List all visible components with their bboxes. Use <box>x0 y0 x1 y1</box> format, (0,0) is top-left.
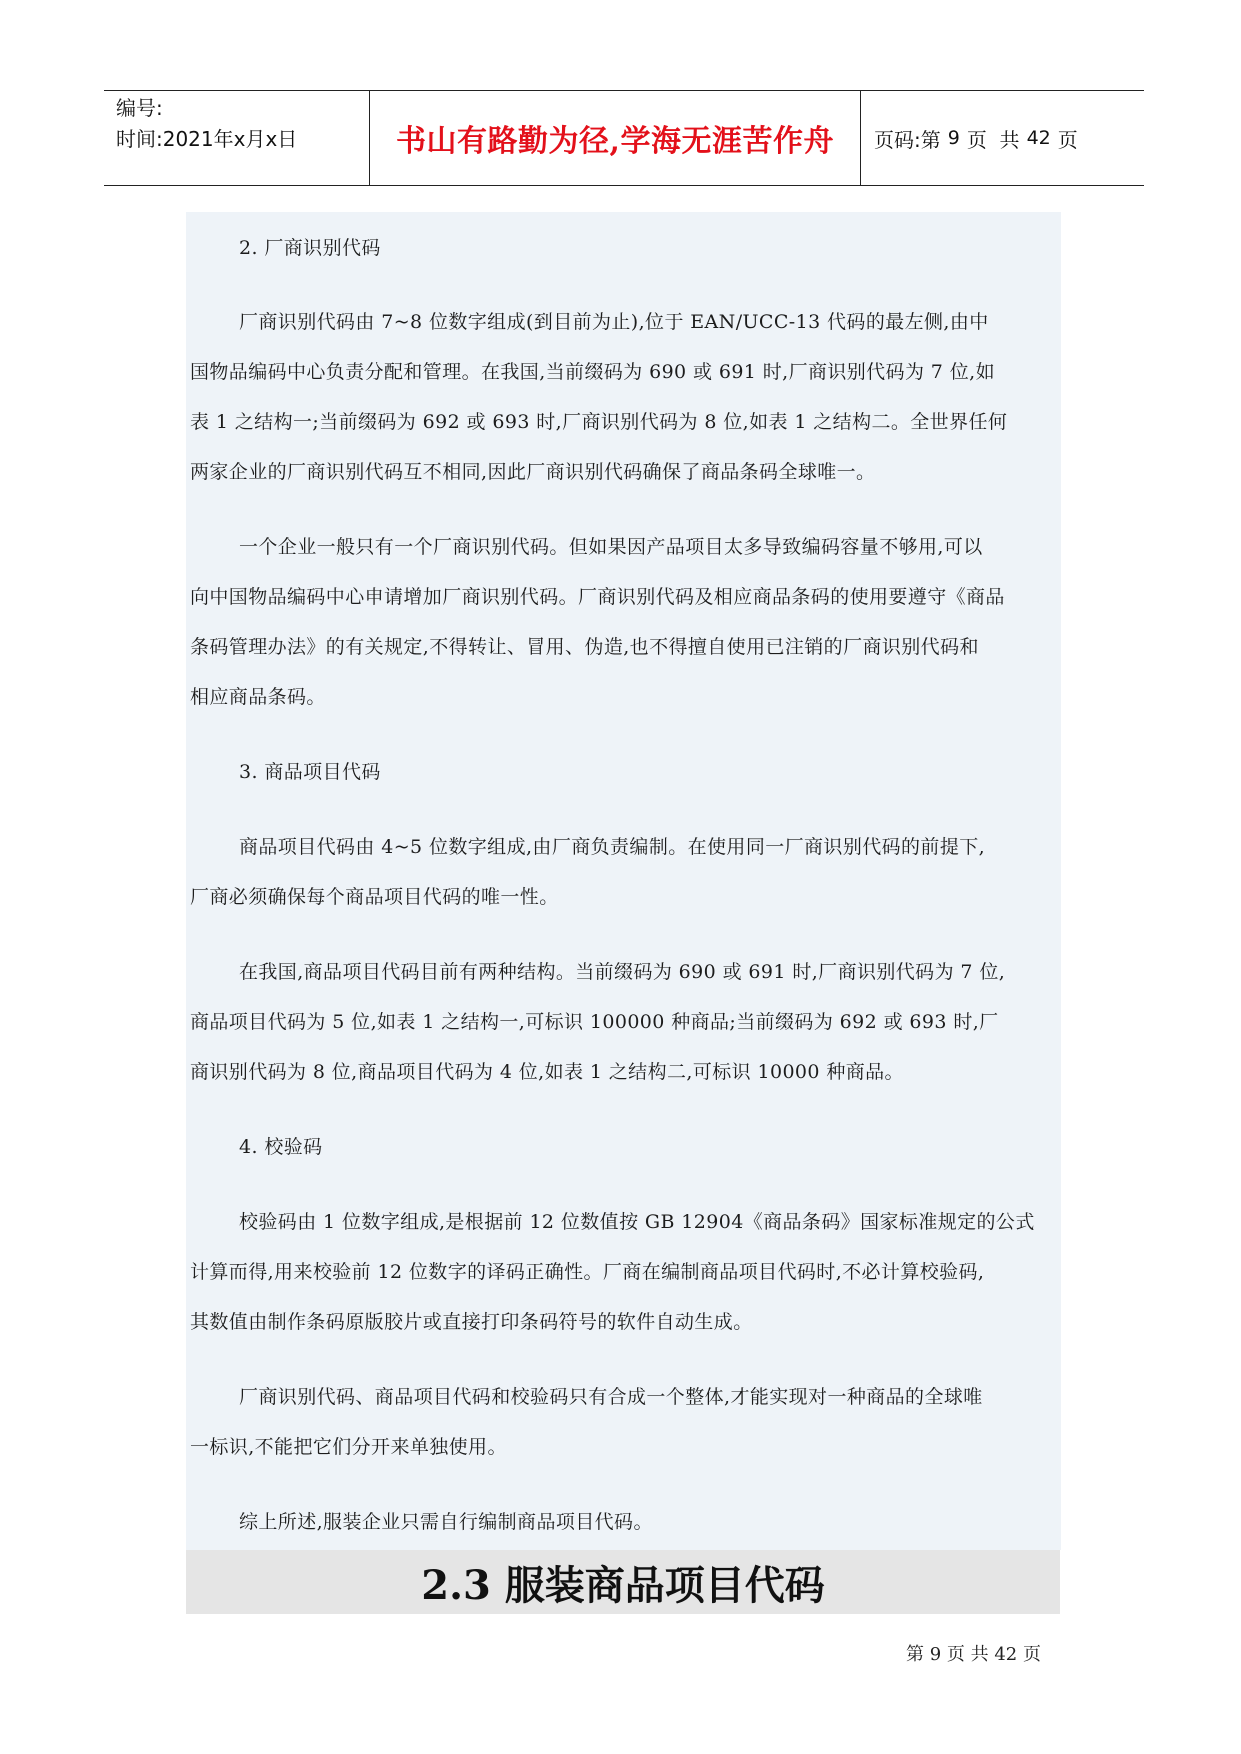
page-current: 9 <box>947 127 960 149</box>
paragraph-line: 商品项目代码为 5 位,如表 1 之结构一,可标识 100000 种商品;当前缀码为 692 或 693 时,厂 <box>190 1011 999 1033</box>
header-divider-right <box>860 91 861 185</box>
paragraph-line: 两家企业的厂商识别代码互不相同,因此厂商识别代码确保了商品条码全球唯一。 <box>190 461 876 483</box>
header-motto: 书山有路勤为径,学海无涯苦作舟 <box>396 124 834 159</box>
paragraph-line: 一个企业一般只有一个厂商识别代码。但如果因产品项目太多导致编码容量不够用,可以 <box>239 536 983 558</box>
page-footer: 第 9 页 共 42 页 <box>906 1644 1041 1665</box>
paragraph-line: 表 1 之结构一;当前缀码为 692 或 693 时,厂商识别代码为 8 位,如表 1 之结构二。全世界任何 <box>190 411 1008 433</box>
serial-label: 编号: <box>116 96 163 120</box>
paragraph-line: 商品项目代码由 4~5 位数字组成,由厂商负责编制。在使用同一厂商识别代码的前提下, <box>239 836 986 858</box>
page-mid: 页 共 <box>966 127 1020 152</box>
paragraph-line: 综上所述,服装企业只需自行编制商品项目代码。 <box>239 1511 653 1533</box>
page-prefix: 页码:第 <box>874 127 941 152</box>
page-total: 42 <box>1026 127 1051 149</box>
paragraph-line: 相应商品条码。 <box>190 686 326 708</box>
paragraph-line: 一标识,不能把它们分开来单独使用。 <box>190 1436 507 1458</box>
paragraph-line: 计算而得,用来校验前 12 位数字的译码正确性。厂商在编制商品项目代码时,不必计算校验码, <box>190 1261 985 1283</box>
document-body <box>186 212 1061 1550</box>
paragraph-line: 校验码由 1 位数字组成,是根据前 12 位数值按 GB 12904《商品条码》国家标准规定的公式 <box>239 1211 1035 1233</box>
heading-item-code: 3. 商品项目代码 <box>239 761 381 783</box>
heading-manufacturer-code: 2. 厂商识别代码 <box>239 237 381 259</box>
paragraph-line: 条码管理办法》的有关规定,不得转让、冒用、伪造,也不得擅自使用已注销的厂商识别代码和 <box>190 636 979 658</box>
paragraph-line: 向中国物品编码中心申请增加厂商识别代码。厂商识别代码及相应商品条码的使用要遵守《商品 <box>190 586 1005 608</box>
paragraph-line: 商识别代码为 8 位,商品项目代码为 4 位,如表 1 之结构二,可标识 10000 种商品。 <box>190 1061 904 1083</box>
paragraph-line: 厂商识别代码、商品项目代码和校验码只有合成一个整体,才能实现对一种商品的全球唯 <box>239 1386 983 1408</box>
header-meta <box>116 93 366 154</box>
header-page-number <box>874 91 1078 185</box>
heading-check-digit: 4. 校验码 <box>239 1136 323 1158</box>
page-header <box>104 90 1144 186</box>
paragraph-line: 国物品编码中心负责分配和管理。在我国,当前缀码为 690 或 691 时,厂商识别代码为 7 位,如 <box>190 361 995 383</box>
paragraph-line: 在我国,商品项目代码目前有两种结构。当前缀码为 690 或 691 时,厂商识别代码为 7 位, <box>239 961 1006 983</box>
paragraph-line: 其数值由制作条码原版胶片或直接打印条码符号的软件自动生成。 <box>190 1311 753 1333</box>
time-label: 时间:2021年x月x日 <box>116 127 298 151</box>
paragraph-line: 厂商必须确保每个商品项目代码的唯一性。 <box>190 886 559 908</box>
page-suffix: 页 <box>1057 127 1078 152</box>
section-heading: 2.3 服装商品项目代码 <box>186 1550 1060 1614</box>
paragraph-line: 厂商识别代码由 7~8 位数字组成(到目前为止),位于 EAN/UCC-13 代码的最左侧,由中 <box>239 311 989 333</box>
header-divider-left <box>369 91 370 185</box>
